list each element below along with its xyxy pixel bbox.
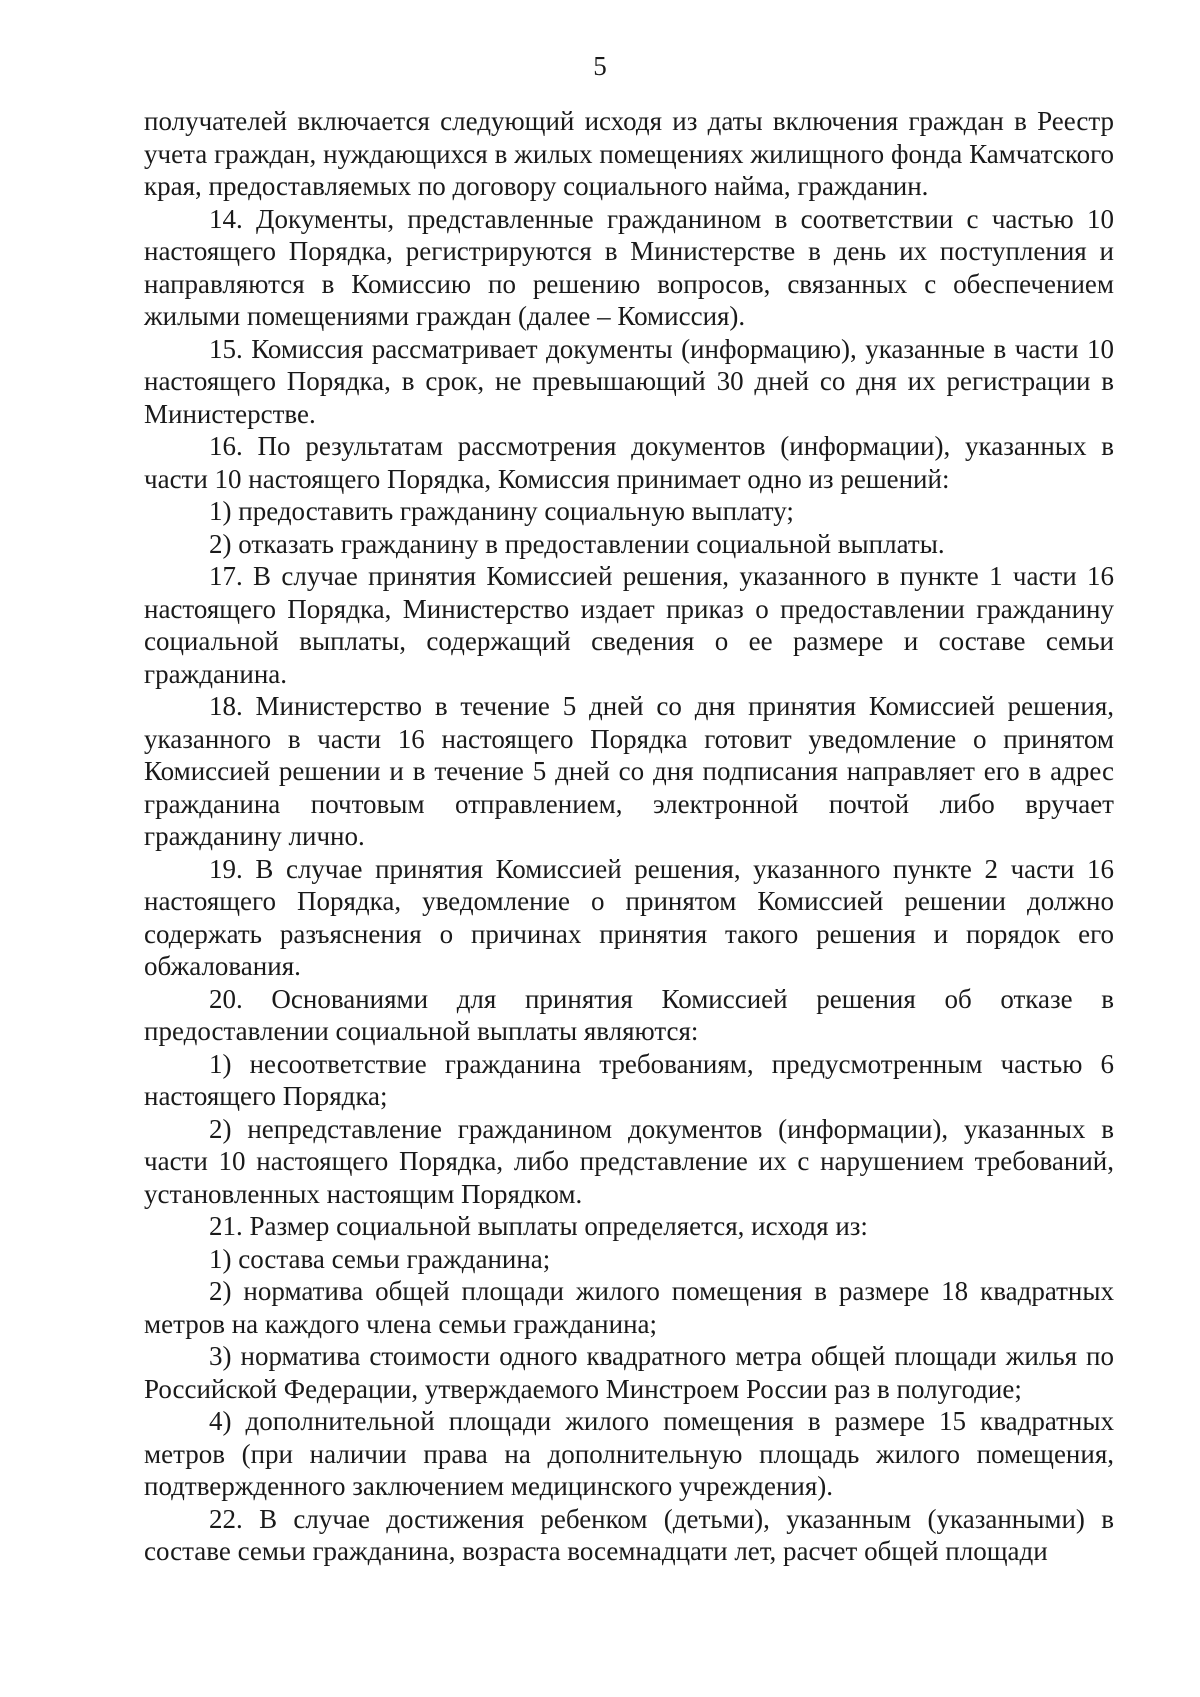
document-body [144,105,1114,1568]
paragraph-item-22: 22. В случае достижения ребенком (детьми), указанным (указанными) в составе семьи гражданина, возраста восемнадцати лет, расчет общей площади [144,1503,1114,1566]
paragraph-item-17: 17. В случае принятия Комиссией решения, указанного в пункте 1 части 16 настоящего Порядка, Министерство издает приказ о предоставлении гражданину социальной выплаты, содержащий сведения о ее размере и составе семьи гражданина. [144,561,1114,689]
paragraph-subitem-16-1: 1) предоставить гражданину социальную выплату; [209,496,794,526]
paragraph-subitem-21-4: 4) дополнительной площади жилого помещения в размере 15 квадратных метров (при наличии права на дополнительную площадь жилого помещения, подтвержденного заключением медицинского учреждения). [144,1406,1114,1501]
paragraph-continuation: получателей включается следующий исходя из даты включения граждан в Реестр учета граждан, нуждающихся в жилых помещениях жилищного фонда Камчатского края, предоставляемых по договору социального найма, гражданин. [144,106,1114,201]
paragraph-item-20: 20. Основаниями для принятия Комиссией решения об отказе в предоставлении социальной выплаты являются: [144,983,1114,1046]
paragraph-item-15: 15. Комиссия рассматривает документы (информацию), указанные в части 10 настоящего Порядка, в срок, не превышающий 30 дней со дня их регистрации в Министерстве. [144,333,1114,429]
paragraph-item-19: 19. В случае принятия Комиссией решения, указанного пункте 2 части 16 настоящего Порядка, уведомление о принятом Комиссией решении должно содержать разъяснения о причинах принятия такого решения и порядок его обжалования. [144,853,1114,981]
paragraph-subitem-21-3: 3) норматива стоимости одного квадратного метра общей площади жилья по Российской Федерации, утверждаемого Минстроем России раз в полугодие; [144,1341,1114,1404]
paragraph-item-18: 18. Министерство в течение 5 дней со дня принятия Комиссией решения, указанного в части 16 настоящего Порядка готовит уведомление о принятом Комиссией решении и в течение 5 дней со дня подписания направляет его в адрес гражданина почтовым отправлением, электронной почтой либо вручает гражданину лично. [144,691,1114,851]
paragraph-item-16: 16. По результатам рассмотрения документов (информации), указанных в части 10 настоящего Порядка, Комиссия принимает одно из решений: [144,431,1114,494]
paragraph-subitem-16-2: 2) отказать гражданину в предоставлении социальной выплаты. [209,528,945,559]
paragraph-subitem-21-1: 1) состава семьи гражданина; [209,1243,551,1274]
paragraph-subitem-20-2: 2) непредставление гражданином документов (информации), указанных в части 10 настоящего Порядка, либо представление их с нарушением требований, установленных настоящим Порядком. [144,1113,1114,1209]
paragraph-subitem-21-2: 2) норматива общей площади жилого помещения в размере 18 квадратных метров на каждого члена семьи гражданина; [144,1276,1114,1339]
paragraph-subitem-20-1: 1) несоответствие гражданина требованиям, предусмотренным частью 6 настоящего Порядка; [144,1048,1114,1111]
paragraph-item-14: 14. Документы, представленные гражданином в соответствии с частью 10 настоящего Порядка, регистрируются в Министерстве в день их поступления и направляются в Комиссию по решению вопросов, связанных с обеспечением жилыми помещениями граждан (далее – Комиссия). [144,203,1114,331]
paragraph-item-21: 21. Размер социальной выплаты определяется, исходя из: [209,1211,868,1241]
page-number: 5 [593,51,607,81]
